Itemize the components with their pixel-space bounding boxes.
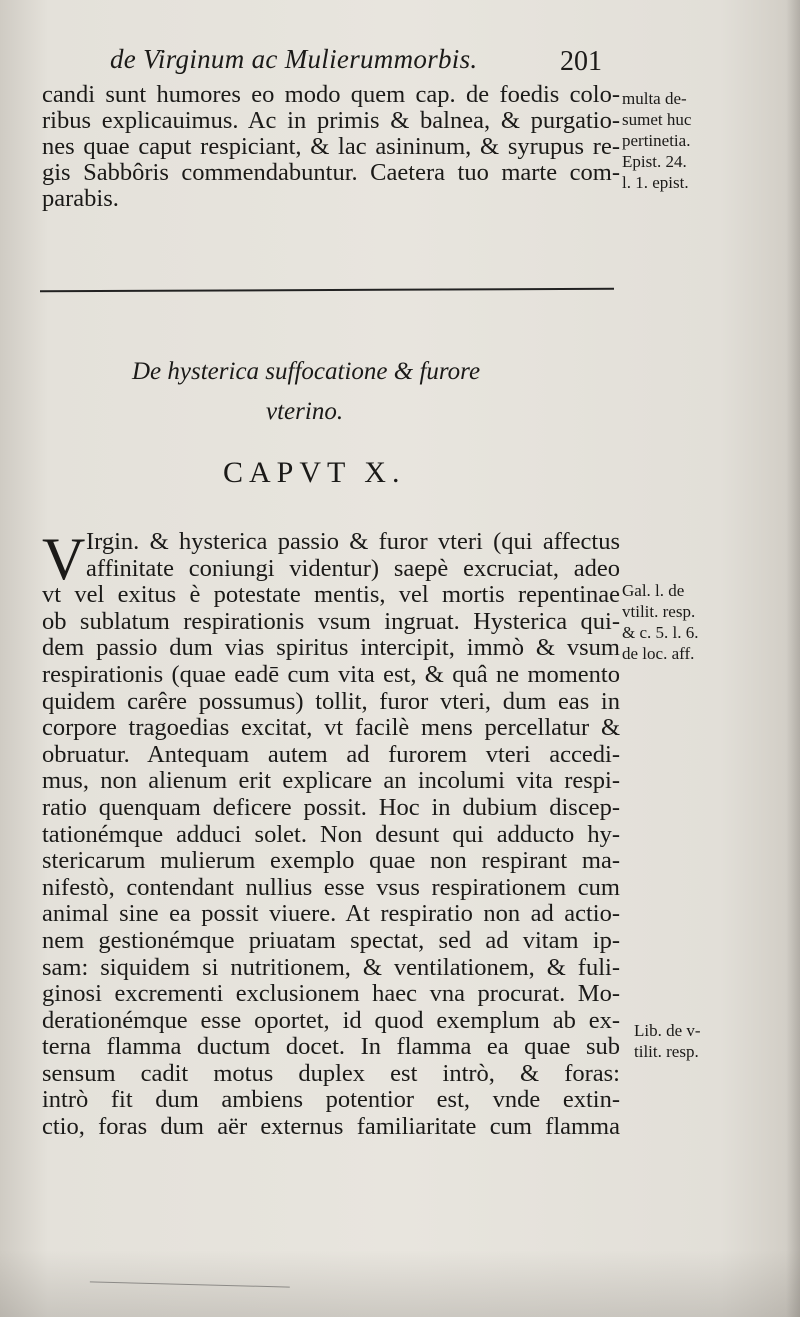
margin-note-line: Epist. 24. [622,152,687,171]
text-line: candi sunt humores eo modo quem cap. de foedis colo- [42,81,620,108]
text-line: Irgin. & hysterica passio & furor vteri (qui affectus [86,528,620,555]
main-paragraph [42,526,620,1141]
text-line: nem gestionémque priuatam spectat, sed ad vitam ip- [42,926,620,954]
chapter-title-line-2: vterino. [266,398,344,425]
text-line: ob sublatum respirationis vsum ingruat. Hysterica qui- [42,607,620,635]
margin-note-lib [634,1020,744,1062]
text-line: quidem carêre possumus) tollit, furor vteri, dum eas in [42,687,620,715]
text-line: sensum cadit motus duplex est intrò, & foras: [42,1059,620,1087]
text-line: nes quae caput respiciant, & lac asininum, & syrupus re- [42,133,620,160]
chapter-title-line-1: De hysterica suffocatione & furore [132,358,481,385]
margin-note-line: pertinetia. [622,131,691,150]
text-line: derationémque esse oportet, id quod exemplum ab ex- [42,1006,620,1034]
text-line: ctio, foras dum aër externus familiaritate cum flamma [42,1113,620,1141]
margin-note-line: de loc. aff. [622,644,695,663]
text-line: parabis. [42,185,119,212]
text-line: ribus explicauimus. Ac in primis & balnea, & purgatio- [42,107,620,134]
text-line: tationémque adduci solet. Non desunt qui adducto hy- [42,820,620,848]
running-head: de Virginum ac Mulierummorbis. [110,44,478,74]
text-line: intrò fit dum ambiens potentior est, vnde extin- [42,1086,620,1114]
chapter-heading: CAPVT X. [223,456,406,489]
text-line: dem passio dum vias spiritus intercipit, immò & vsum [42,634,620,662]
text-line: respirationis (quae eadē cum vita est, & quâ ne momento [42,660,620,688]
text-line: stericarum mulierum exemplo quae non respirant ma- [42,847,620,875]
margin-note-line: sumet huc [622,110,692,129]
text-line: nifestò, contendant nullius esse vsus respirationem cum [42,873,620,901]
text-line: corpore tragoedias excitat, vt facilè mens percellatur & [42,714,620,742]
margin-note-line: tilit. resp. [634,1042,699,1061]
margin-note-line: Gal. l. de [622,581,685,600]
margin-note-line: multa de- [622,89,687,108]
drop-cap: V [42,526,86,592]
text-line: vt vel exitus è potestate mentis, vel mortis repentinae [42,581,620,609]
text-line: ginosi excrementi exclusionem haec vna procurat. Mo- [42,980,620,1008]
text-line: sam: siquidem si nutritionem, & ventilationem, & fuli- [42,953,620,981]
page-edge [786,0,800,1317]
text-line: terna flamma ductum docet. In flamma ea quae sub [42,1033,620,1061]
section-divider [40,288,614,293]
text-line: mus, non alienum erit explicare an incolumi vita respi- [42,767,620,795]
margin-note-galen [622,580,732,664]
chapter-title [132,352,552,432]
margin-note-line: & c. 5. l. 6. [622,623,699,642]
margin-note-line: vtilit. resp. [622,602,696,621]
margin-note-line: l. 1. epist. [622,173,689,192]
page-shadow [0,1250,800,1317]
text-line: affinitate coniungi videntur) saepè excruciat, adeo [86,554,620,582]
top-paragraph [42,82,620,212]
margin-note-top [622,88,732,193]
page-number: 201 [560,46,602,77]
text-line: animal sine ea possit viuere. At respiratio non ad actio- [42,900,620,928]
margin-note-line: Lib. de v- [634,1021,701,1040]
text-line: gis Sabbôris commendabuntur. Caetera tuo marte com- [42,159,620,186]
text-line: obruatur. Antequam autem ad furorem vteri accedi- [42,740,620,768]
text-line: ratio quenquam deficere possit. Hoc in dubium discep- [42,793,620,821]
